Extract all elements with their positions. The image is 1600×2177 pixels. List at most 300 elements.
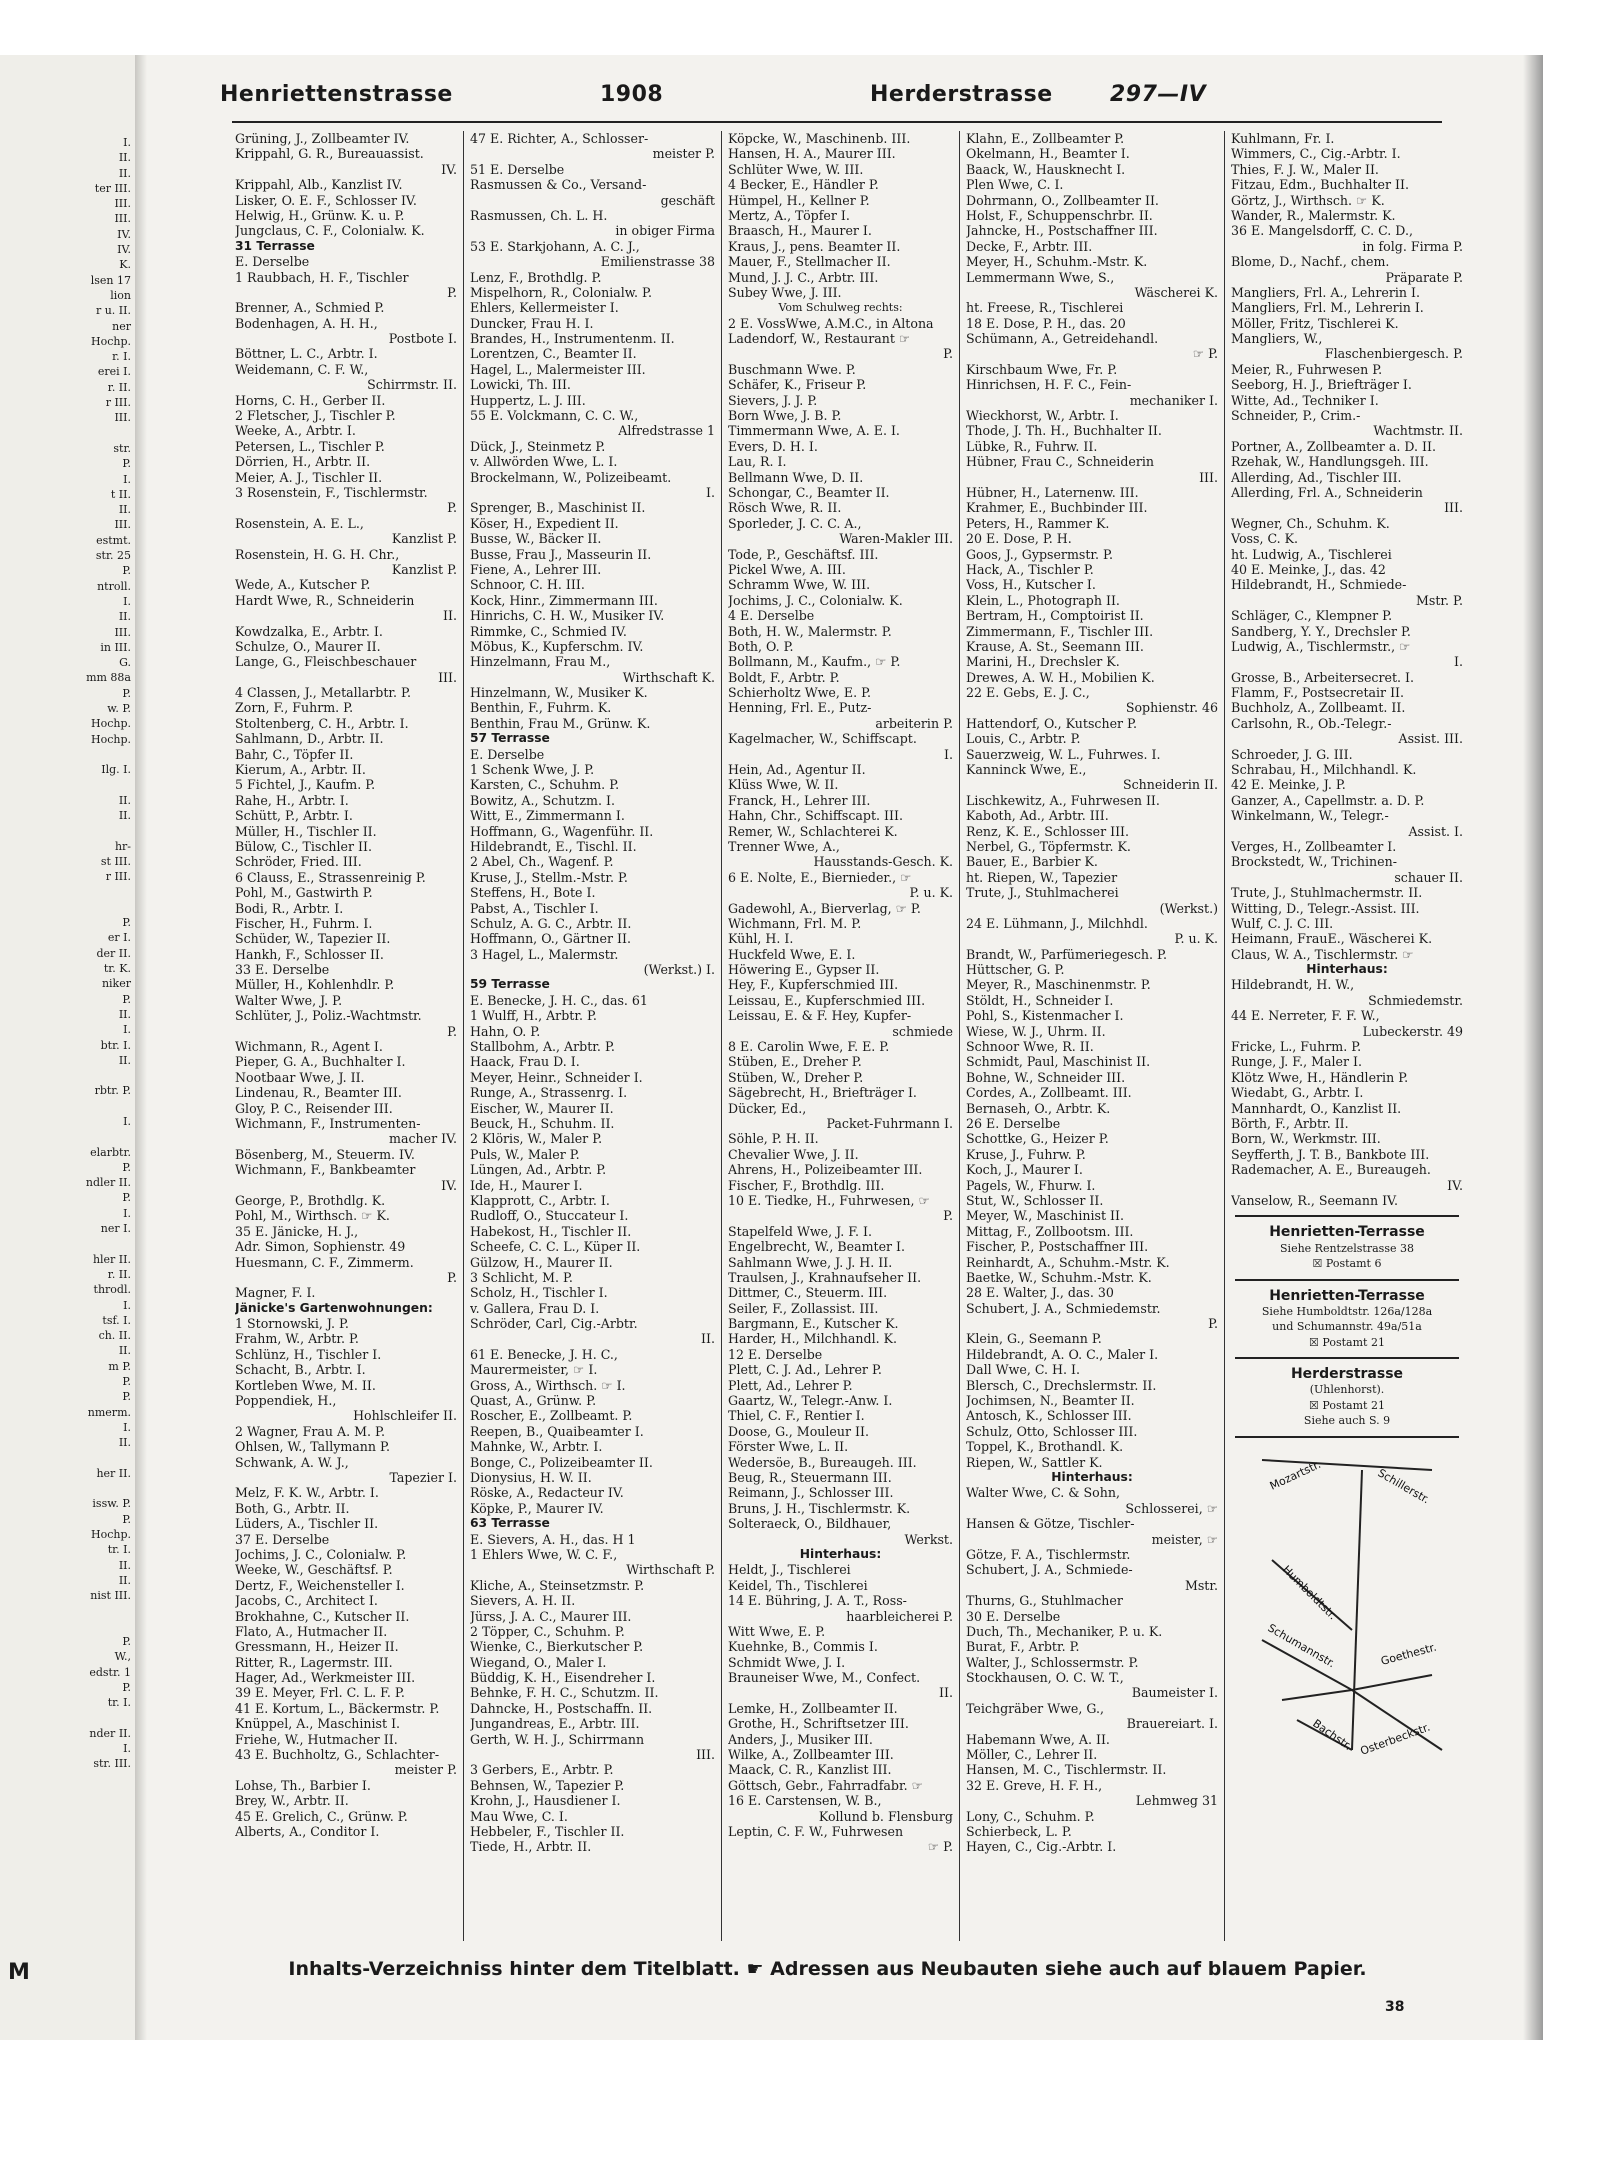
previous-page-fragment: G.	[119, 656, 131, 670]
directory-entry: Schacht, B., Arbtr. I.	[235, 1362, 366, 1378]
directory-entry: Karsten, C., Schuhm. P.	[470, 777, 620, 793]
directory-entry: Harder, H., Milchhandl. K.	[728, 1331, 898, 1347]
directory-entry: Schroeder, J. G. III.	[1231, 746, 1353, 762]
previous-page-fragment	[0, 1129, 135, 1144]
directory-entry: Kortleben Wwe, M. II.	[235, 1377, 376, 1393]
directory-entry: Decke, F., Arbtr. III.	[966, 238, 1093, 254]
previous-page-fragment: III.	[114, 411, 131, 425]
previous-page-fragment: P.	[122, 1635, 131, 1649]
directory-entry: Gerth, W. H. J., Schirrmann	[470, 1731, 645, 1747]
directory-entry: Verges, H., Zollbeamter I.	[1231, 838, 1397, 854]
previous-page-fragment: P.	[122, 686, 131, 700]
directory-entry: Kliche, A., Steinsetzmstr. P.	[470, 1577, 645, 1593]
directory-entry: Lubeckerstr. 49	[1362, 1023, 1463, 1039]
directory-entry: arbeiterin P.	[875, 715, 953, 731]
previous-page-fragment: II.	[118, 166, 131, 180]
directory-entry: Schnoor, C. H. III.	[470, 577, 585, 593]
directory-entry: Wichmann, F., Bankbeamter	[235, 1162, 416, 1178]
directory-entry: Gross, A., Wirthsch. ☞ I.	[470, 1377, 626, 1393]
directory-entry: Hinrichsen, H. F. C., Fein-	[966, 377, 1132, 393]
previous-page-fragment: III.	[114, 518, 131, 532]
directory-entry: 16 E. Carstensen, W. B.,	[728, 1793, 882, 1809]
previous-page-fragment: edstr. 1	[89, 1665, 131, 1679]
directory-entry: P.	[447, 284, 457, 300]
directory-entry: Kirschbaum Wwe, Fr. P.	[966, 361, 1118, 377]
directory-entry: III.	[1199, 469, 1218, 485]
directory-entry: Assist. I.	[1408, 823, 1463, 839]
directory-entry: Wedersöe, B., Bureaugeh. III.	[728, 1454, 917, 1470]
directory-entry: Schulz, Otto, Schlosser III.	[966, 1423, 1138, 1439]
directory-entry: Brauneiser Wwe, M., Confect.	[728, 1670, 921, 1686]
directory-entry: 44 E. Nerreter, F. F. W.,	[1231, 1008, 1380, 1024]
directory-entry: Lindenau, R., Beamter III.	[235, 1085, 402, 1101]
directory-entry: 1 Stornowski, J. P.	[235, 1316, 349, 1332]
directory-entry: Habemann Wwe, A. II.	[966, 1731, 1110, 1747]
directory-entry: meister, ☞	[1151, 1531, 1218, 1547]
directory-entry: Runge, J. F., Maler I.	[1231, 1054, 1362, 1070]
directory-entry: P. u. K.	[1174, 931, 1218, 947]
previous-page-fragment: ch. II.	[98, 1329, 131, 1343]
directory-entry: Heimann, FrauE., Wäscherei K.	[1231, 931, 1433, 947]
directory-entry: Kierum, A., Arbtr. II.	[235, 762, 366, 778]
box-rule	[1235, 1357, 1459, 1359]
directory-entry: 12 E. Derselbe	[728, 1346, 823, 1362]
directory-entry: Doose, G., Mouleur II.	[728, 1423, 869, 1439]
directory-entry: Ritter, R., Lagermstr. III.	[235, 1654, 393, 1670]
directory-entry: Helwig, H., Grünw. K. u. P.	[235, 207, 405, 223]
directory-entry: E. Derselbe	[235, 254, 310, 270]
directory-entry: meister P.	[394, 1762, 457, 1778]
reference-box-line: ☒ Postamt 6	[1312, 1257, 1382, 1271]
directory-entry: Holst, F., Schuppenschrbr. II.	[966, 207, 1153, 223]
directory-entry: Bohne, W., Schneider III.	[966, 1069, 1126, 1085]
directory-entry: Lisker, O. E. F., Schlosser IV.	[235, 192, 417, 208]
directory-entry: Schüder, W., Tapezier II.	[235, 931, 391, 947]
directory-entry: Dück, J., Steinmetz P.	[470, 438, 606, 454]
previous-page-fragment: II.	[118, 1436, 131, 1450]
previous-page-fragment: r. II.	[107, 380, 131, 394]
directory-entry: Köpke, P., Maurer IV.	[470, 1500, 604, 1516]
directory-entry: Mittag, F., Zollbootsm. III.	[966, 1223, 1134, 1239]
directory-entry: Braasch, H., Maurer I.	[728, 223, 872, 239]
directory-entry: Both, G., Arbtr. II.	[235, 1500, 350, 1516]
directory-entry: Engelbrecht, W., Beamter I.	[728, 1239, 906, 1255]
directory-entry: Lübke, R., Fuhrw. II.	[966, 438, 1098, 454]
directory-entry: Hardt Wwe, R., Schneiderin	[235, 592, 415, 608]
previous-page-fragment: st III.	[100, 854, 131, 868]
directory-entry: Evers, D. H. I.	[728, 438, 818, 454]
previous-page-fragment: II.	[118, 610, 131, 624]
previous-page-fragment: in III.	[100, 640, 131, 654]
directory-entry: Krahmer, E., Buchbinder III.	[966, 500, 1148, 516]
directory-entry: Marini, H., Drechsler K.	[966, 654, 1120, 670]
directory-entry: 39 E. Meyer, Frl. C. L. F. P.	[235, 1685, 405, 1701]
directory-entry: Hey, F., Kupferschmied III.	[728, 977, 899, 993]
directory-entry: Brokhahne, C., Kutscher II.	[235, 1608, 410, 1624]
running-head-year: 1908	[600, 82, 664, 107]
directory-entry: Walter Wwe, J. P.	[235, 992, 343, 1008]
directory-entry: Brandes, H., Instrumentenm. II.	[470, 331, 675, 347]
map-label-mozartstr: Mozartstr.	[1267, 1457, 1323, 1493]
previous-page-fragment: w. P.	[107, 701, 131, 715]
section-heading: 57 Terrasse	[470, 731, 550, 746]
directory-entry: Kaboth, Ad., Arbtr. III.	[966, 808, 1109, 824]
directory-entry: Lemke, H., Zollbeamter II.	[728, 1700, 898, 1716]
directory-entry: Brenner, A., Schmied P.	[235, 300, 385, 316]
column-4	[966, 131, 1218, 1941]
directory-entry: Bauer, E., Barbier K.	[966, 854, 1098, 870]
directory-entry: Scheefe, C. C. L., Küper II.	[470, 1239, 641, 1255]
directory-entry: in folg. Firma P.	[1362, 238, 1463, 254]
directory-entry: II.	[701, 1331, 715, 1347]
directory-entry: Schmiedemstr.	[1368, 992, 1463, 1008]
directory-entry: Stoltenberg, C. H., Arbtr. I.	[235, 715, 409, 731]
directory-entry: Renz, K. E., Schlosser III.	[966, 823, 1130, 839]
directory-entry: Klein, G., Seemann P.	[966, 1331, 1102, 1347]
directory-entry: 4 Becker, E., Händler P.	[728, 177, 879, 193]
directory-entry: Börth, F., Arbtr. II.	[1231, 1116, 1349, 1131]
directory-entry: Witt, E., Zimmermann I.	[470, 808, 625, 824]
directory-entry: Klahn, E., Zollbeamter P.	[966, 131, 1125, 146]
directory-entry: P.	[447, 500, 457, 516]
reference-box-line: (Uhlenhorst).	[1309, 1383, 1385, 1397]
directory-entry: Duncker, Frau H. I.	[470, 315, 594, 331]
previous-page-fragment	[0, 747, 135, 762]
previous-page-fragment: II.	[118, 1558, 131, 1572]
directory-entry: Schläger, C., Klempner P.	[1231, 608, 1393, 624]
directory-entry: Schierholtz Wwe, E. P.	[728, 685, 872, 701]
previous-page-fragment: I.	[123, 594, 131, 608]
previous-page-fragment: ntroll.	[97, 579, 131, 593]
directory-entry: Schwank, A. W. J.,	[235, 1454, 349, 1470]
directory-entry: Söhle, P. H. II.	[728, 1131, 819, 1147]
directory-entry: Lehmweg 31	[1135, 1793, 1218, 1809]
directory-entry: 47 E. Richter, A., Schlosser-	[470, 131, 649, 146]
directory-entry: Busse, Frau J., Masseurin II.	[470, 546, 652, 562]
directory-entry: Müller, H., Tischler II.	[235, 823, 377, 839]
directory-entry: Bowitz, A., Schutzm. I.	[470, 792, 615, 808]
previous-page-fragment: hler II.	[92, 1252, 131, 1266]
previous-page-fragment: II.	[118, 1007, 131, 1021]
directory-entry: Mannhardt, O., Kanzlist II.	[1231, 1100, 1402, 1116]
previous-page-fragment: issw. P.	[92, 1497, 131, 1511]
directory-entry: Jochimsen, N., Beamter II.	[966, 1393, 1135, 1409]
directory-entry: Sahlmann Wwe, J. J. H. II.	[728, 1254, 893, 1270]
directory-entry: Buchholz, A., Zollbeamt. II.	[1231, 700, 1406, 716]
directory-entry: Solteraeck, O., Bildhauer,	[728, 1516, 892, 1532]
directory-entry: Quast, A., Grünw. P.	[470, 1393, 597, 1409]
directory-entry: Anders, J., Musiker III.	[728, 1731, 873, 1747]
column-1	[235, 131, 457, 1941]
directory-entry: Lau, R. I.	[728, 454, 787, 470]
directory-entry: Mangliers, Frl. M., Lehrerin I.	[1231, 300, 1424, 316]
directory-entry: Knüppel, A., Maschinist I.	[235, 1716, 401, 1732]
directory-entry: Wirthschaft K.	[622, 669, 715, 685]
directory-entry: Alfredstrasse 1	[618, 423, 715, 439]
previous-page-marker: M	[8, 1960, 30, 1985]
previous-page-fragment: r u. II.	[95, 304, 131, 318]
directory-entry: 2 Töpper, C., Schuhm. P.	[470, 1623, 625, 1639]
directory-entry: Fischer, P., Postschaffner III.	[966, 1239, 1149, 1255]
directory-entry: Jürss, J. A. C., Maurer III.	[470, 1608, 632, 1624]
page-number: 38	[1385, 1999, 1405, 2015]
previous-page-fragment: m P.	[108, 1359, 131, 1373]
directory-entry: Both, O. P.	[728, 638, 794, 654]
section-heading: Hinterhaus:	[1306, 962, 1388, 977]
directory-entry: Hinrichs, C. H. W., Musiker IV.	[470, 608, 665, 624]
column-3	[728, 131, 953, 1941]
previous-page-fragment: I.	[123, 1206, 131, 1220]
directory-entry: Schramm Wwe, W. III.	[728, 577, 871, 593]
directory-entry: P.	[447, 1023, 457, 1039]
directory-entry: Wulf, C. J. C. III.	[1231, 915, 1334, 931]
directory-entry: 55 E. Volckmann, C. C. W.,	[470, 408, 639, 424]
directory-entry: Seyfferth, J. T. B., Bankbote III.	[1231, 1146, 1430, 1162]
directory-entry: Fischer, F., Brothdlg. III.	[728, 1177, 885, 1193]
directory-entry: Möller, C., Lehrer II.	[966, 1747, 1098, 1763]
previous-page-fragment	[0, 1451, 135, 1466]
directory-entry: Schneider, P., Crim.-	[1231, 408, 1361, 424]
directory-entry: Waren-Makler III.	[839, 531, 953, 547]
directory-entry: Packet-Fuhrmann I.	[826, 1116, 953, 1131]
directory-entry: Duch, Th., Mechaniker, P. u. K.	[966, 1623, 1163, 1639]
directory-entry: Schneiderin II.	[1122, 777, 1218, 793]
previous-page-fragment: r III.	[105, 870, 131, 884]
directory-entry: Baack, W., Hausknecht I.	[966, 161, 1126, 177]
directory-entry: Zorn, F., Fuhrm. P.	[235, 700, 354, 716]
previous-page-fragment: hr-	[114, 839, 131, 853]
previous-page-fragment	[0, 1236, 135, 1251]
directory-entry: Vom Schulweg rechts:	[778, 301, 903, 315]
previous-page-fragment: r. I.	[112, 350, 131, 364]
directory-entry: geschäft	[660, 192, 715, 208]
column-divider	[959, 131, 960, 1941]
directory-entry: Jungandreas, E., Arbtr. III.	[470, 1716, 640, 1732]
directory-entry: Plett, C. J. Ad., Lehrer P.	[728, 1362, 882, 1378]
directory-entry: Grüning, J., Zollbeamter IV.	[235, 131, 410, 146]
directory-entry: Antosch, K., Schlosser III.	[966, 1408, 1132, 1424]
directory-entry: Lischkewitz, A., Fuhrwesen II.	[966, 792, 1160, 808]
directory-entry: Mund, J. J. C., Arbtr. III.	[728, 269, 879, 285]
directory-entry: 51 E. Derselbe	[470, 161, 565, 177]
directory-entry: Kanzlist P.	[391, 561, 457, 577]
directory-entry: Plen Wwe, C. I.	[966, 177, 1064, 193]
directory-entry: Bruns, J. H., Tischlermstr. K.	[728, 1500, 911, 1516]
page-footer: Inhalts-Verzeichniss hinter dem Titelblatt. ☛ Adressen aus Neubauten siehe auch auf blauem Papier.	[288, 1958, 1367, 1980]
directory-entry: Böttner, L. C., Arbtr. I.	[235, 346, 378, 362]
directory-entry: Dittmer, C., Steuerm. III.	[728, 1285, 888, 1301]
directory-entry: Dahncke, H., Postschaffn. II.	[470, 1700, 653, 1716]
directory-entry: Ehlers, Kellermeister I.	[470, 300, 619, 316]
reference-box-title: Henrietten-Terrasse	[1269, 1288, 1425, 1304]
directory-entry: Lenz, F., Brothdlg. P.	[470, 269, 602, 285]
directory-entry: Lohse, Th., Barbier I.	[235, 1777, 371, 1793]
directory-entry: Wander, R., Malermstr. K.	[1231, 207, 1396, 223]
directory-entry: 2 Wagner, Frau A. M. P.	[235, 1423, 385, 1439]
directory-entry: Wegner, Ch., Schuhm. K.	[1231, 515, 1390, 531]
directory-entry: Möbus, K., Kupferschm. IV.	[470, 638, 644, 654]
directory-entry: Stüben, E., Dreher P.	[728, 1054, 862, 1070]
directory-entry: Witte, Ad., Techniker I.	[1231, 392, 1379, 408]
previous-page-fragment: II.	[118, 1573, 131, 1587]
directory-entry: Stockhausen, O. C. W. T.,	[966, 1670, 1124, 1686]
directory-entry: Witt Wwe, E. P.	[728, 1623, 826, 1639]
reference-box-title: Herderstrasse	[1290, 1367, 1404, 1383]
directory-entry: Tiede, H., Arbtr. II.	[470, 1839, 592, 1855]
previous-page-fragment: elarbtr.	[90, 1145, 131, 1159]
directory-entry: IV.	[441, 161, 457, 177]
directory-entry: Sprenger, B., Maschinist II.	[470, 500, 646, 516]
directory-entry: Hack, A., Tischler P.	[966, 561, 1094, 577]
directory-entry: Burat, F., Arbtr. P.	[966, 1639, 1080, 1655]
previous-page-fragment: II.	[118, 809, 131, 823]
directory-entry: Cordes, A., Zollbeamt. III.	[966, 1085, 1132, 1101]
directory-entry: Rasmussen & Co., Versand-	[470, 177, 647, 193]
directory-entry: Hansen & Götze, Tischler-	[966, 1516, 1135, 1532]
previous-page-fragment: tr. I.	[107, 1696, 131, 1710]
directory-entry: Puls, W., Maler P.	[470, 1146, 580, 1162]
directory-entry: E. Derselbe	[470, 746, 545, 762]
directory-entry: Pieper, G. A., Buchhalter I.	[235, 1054, 406, 1070]
directory-entry: Hildebrandt, E., Tischl. II.	[470, 838, 637, 854]
previous-page-fragment: I.	[123, 1023, 131, 1037]
previous-page-fragment: III.	[114, 212, 131, 226]
directory-entry: Allerding, Ad., Tischler III.	[1231, 469, 1402, 485]
directory-entry: George, P., Brothdlg. K.	[235, 1192, 386, 1208]
running-head	[0, 82, 1215, 116]
directory-entry: Wachtmstr. II.	[1373, 423, 1463, 439]
directory-entry: Mau Wwe, C. I.	[470, 1808, 568, 1824]
directory-entry: Hinzelmann, W., Musiker K.	[470, 685, 648, 701]
directory-entry: Flaschenbiergesch. P.	[1324, 346, 1463, 362]
directory-entry: Schongar, C., Beamter II.	[728, 484, 890, 500]
directory-entry: Götze, F. A., Tischlermstr.	[966, 1546, 1131, 1562]
directory-entry: Hümpel, H., Kellner P.	[728, 192, 870, 208]
scanned-page	[0, 55, 1543, 2040]
previous-page-fragment: I.	[123, 1115, 131, 1128]
directory-entry: Friehe, W., Hutmacher II.	[235, 1731, 398, 1747]
directory-entry: Mauer, F., Stellmacher II.	[728, 254, 891, 270]
directory-entry: Weeke, W., Geschäftsf. P.	[235, 1562, 393, 1578]
reference-box-line: ☒ Postamt 21	[1309, 1398, 1385, 1412]
previous-page-fragment: II.	[118, 503, 131, 517]
previous-page-fragment: P.	[122, 457, 131, 471]
directory-entry: Sievers, A. H. II.	[470, 1593, 576, 1609]
directory-entry: I.	[944, 746, 953, 762]
directory-entry: Hildebrandt, H., Schmiede-	[1231, 577, 1407, 593]
directory-entry: Wichmann, R., Agent I.	[235, 1039, 383, 1055]
street-reference-boxes	[1231, 1215, 1463, 1437]
previous-page-fragment: Hochp.	[91, 717, 131, 731]
directory-entry: Wimmers, C., Cig.-Arbtr. I.	[1231, 146, 1401, 162]
directory-entry: Frahm, W., Arbtr. P.	[235, 1331, 359, 1347]
reference-box-title: Henrietten-Terrasse	[1269, 1225, 1425, 1241]
directory-entry: Sophienstr. 46	[1125, 700, 1218, 716]
directory-entry: Huppertz, L. J. III.	[470, 392, 586, 408]
running-head-right: Herderstrasse	[870, 82, 1053, 107]
directory-entry: Koch, J., Maurer I.	[966, 1162, 1083, 1178]
directory-entry: Huckfeld Wwe, E. I.	[728, 946, 856, 962]
directory-entry: Ohlsen, W., Tallymann P.	[235, 1439, 390, 1455]
running-head-left: Henriettenstrasse	[220, 82, 453, 107]
previous-page-fragment: I.	[123, 1298, 131, 1312]
directory-entry: Rasmussen, Ch. L. H.	[470, 207, 608, 223]
directory-entry: Rosenstein, H. G. H. Chr.,	[235, 546, 400, 562]
directory-entry: Höwering E., Gypser II.	[728, 962, 880, 978]
directory-entry: Baetke, W., Schuhm.-Mstr. K.	[966, 1269, 1152, 1285]
directory-entry: mechaniker I.	[1129, 392, 1218, 408]
directory-entry: Flamm, F., Postsecretair II.	[1231, 685, 1405, 701]
directory-entry: Görtz, J., Wirthsch. ☞ K.	[1231, 192, 1385, 208]
directory-entry: Hoffmann, O., Gärtner II.	[470, 931, 631, 947]
directory-entry: Lony, C., Schuhm. P.	[966, 1808, 1095, 1824]
directory-entry: haarbleicherei P.	[846, 1608, 953, 1624]
previous-page-fragment: P.	[122, 1160, 131, 1174]
directory-entry: Hebbeler, F., Tischler II.	[470, 1823, 625, 1839]
directory-entry: Weeke, A., Arbtr. I.	[235, 423, 356, 439]
previous-page-fragment	[0, 900, 135, 915]
directory-entry: 43 E. Buchholtz, G., Schlachter-	[235, 1747, 440, 1763]
previous-page-fragment: ner I.	[100, 1222, 131, 1236]
directory-entry: 8 E. Carolin Wwe, F. E. P.	[728, 1039, 890, 1055]
directory-entry: ☞ P.	[927, 1839, 953, 1855]
previous-page-fragment: II.	[118, 151, 131, 165]
directory-entry: 36 E. Mangelsdorff, C. C. D.,	[1231, 223, 1413, 239]
directory-entry: Claus, W. A., Tischlermstr. ☞	[1231, 946, 1414, 962]
directory-entry: Schirrmstr. II.	[367, 377, 457, 393]
directory-entry: v. Allwörden Wwe, L. I.	[470, 454, 618, 470]
section-heading: Hinterhaus:	[799, 1546, 882, 1561]
directory-entry: Dörrien, H., Arbtr. II.	[235, 454, 371, 470]
directory-entry: ☞ P.	[1192, 346, 1218, 362]
directory-entry: Mispelhorn, R., Colonialw. P.	[470, 284, 652, 300]
column-5-entries	[1231, 131, 1463, 1208]
directory-entry: Benthin, Frau M., Grünw. K.	[470, 715, 651, 731]
directory-entry: Möller, Fritz, Tischlerei K.	[1231, 315, 1399, 331]
directory-entry: Weidemann, C. F. W.,	[235, 361, 369, 377]
previous-page-fragment: P.	[122, 1191, 131, 1205]
directory-entry: Mertz, A., Töpfer I.	[728, 207, 850, 223]
directory-entry: Winkelmann, W., Telegr.-	[1231, 808, 1389, 824]
directory-entry: Alberts, A., Conditor I.	[235, 1823, 380, 1839]
directory-entry: Ahrens, H., Polizeibeamter III.	[728, 1162, 923, 1178]
directory-entry: Nerbel, G., Töpfermstr. K.	[966, 838, 1131, 854]
section-heading: 63 Terrasse	[470, 1516, 550, 1531]
directory-entry: Lange, G., Fleischbeschauer	[235, 654, 417, 670]
directory-entry: Louis, C., Arbtr. P.	[966, 731, 1081, 747]
directory-entry: P.	[1208, 1316, 1218, 1332]
directory-entry: Werkst.	[904, 1531, 953, 1547]
directory-entry: Rahe, H., Arbtr. I.	[235, 792, 349, 808]
previous-page-fragment	[0, 1068, 135, 1083]
directory-entry: Kruse, J., Stellm.-Mstr. P.	[470, 869, 628, 885]
map-label-schumannstr: Schumannstr.	[1265, 1620, 1338, 1670]
previous-page-fragment: Hochp.	[91, 1528, 131, 1542]
directory-entry: Kraus, J., pens. Beamter II.	[728, 238, 901, 254]
directory-entry: ht. Freese, R., Tischlerei	[966, 300, 1124, 316]
directory-entry: 2 Fletscher, J., Tischler P.	[235, 408, 396, 424]
directory-entry: Schlosserei, ☞	[1125, 1500, 1218, 1516]
box-rule	[1235, 1215, 1459, 1217]
directory-entry: Hattendorf, O., Kutscher P.	[966, 715, 1137, 731]
directory-entry: (Werkst.)	[1159, 900, 1218, 916]
previous-page-fragment: II.	[118, 1344, 131, 1358]
directory-entry: Wede, A., Kutscher P.	[235, 577, 371, 593]
directory-entry: Fricke, L., Fuhrm. P.	[1231, 1039, 1362, 1055]
directory-entry: Trute, J., Stuhlmachermstr. II.	[1231, 885, 1423, 901]
directory-entry: Fiene, A., Lehrer III.	[470, 561, 602, 577]
directory-entry: Buschmann Wwe. P.	[728, 361, 856, 377]
